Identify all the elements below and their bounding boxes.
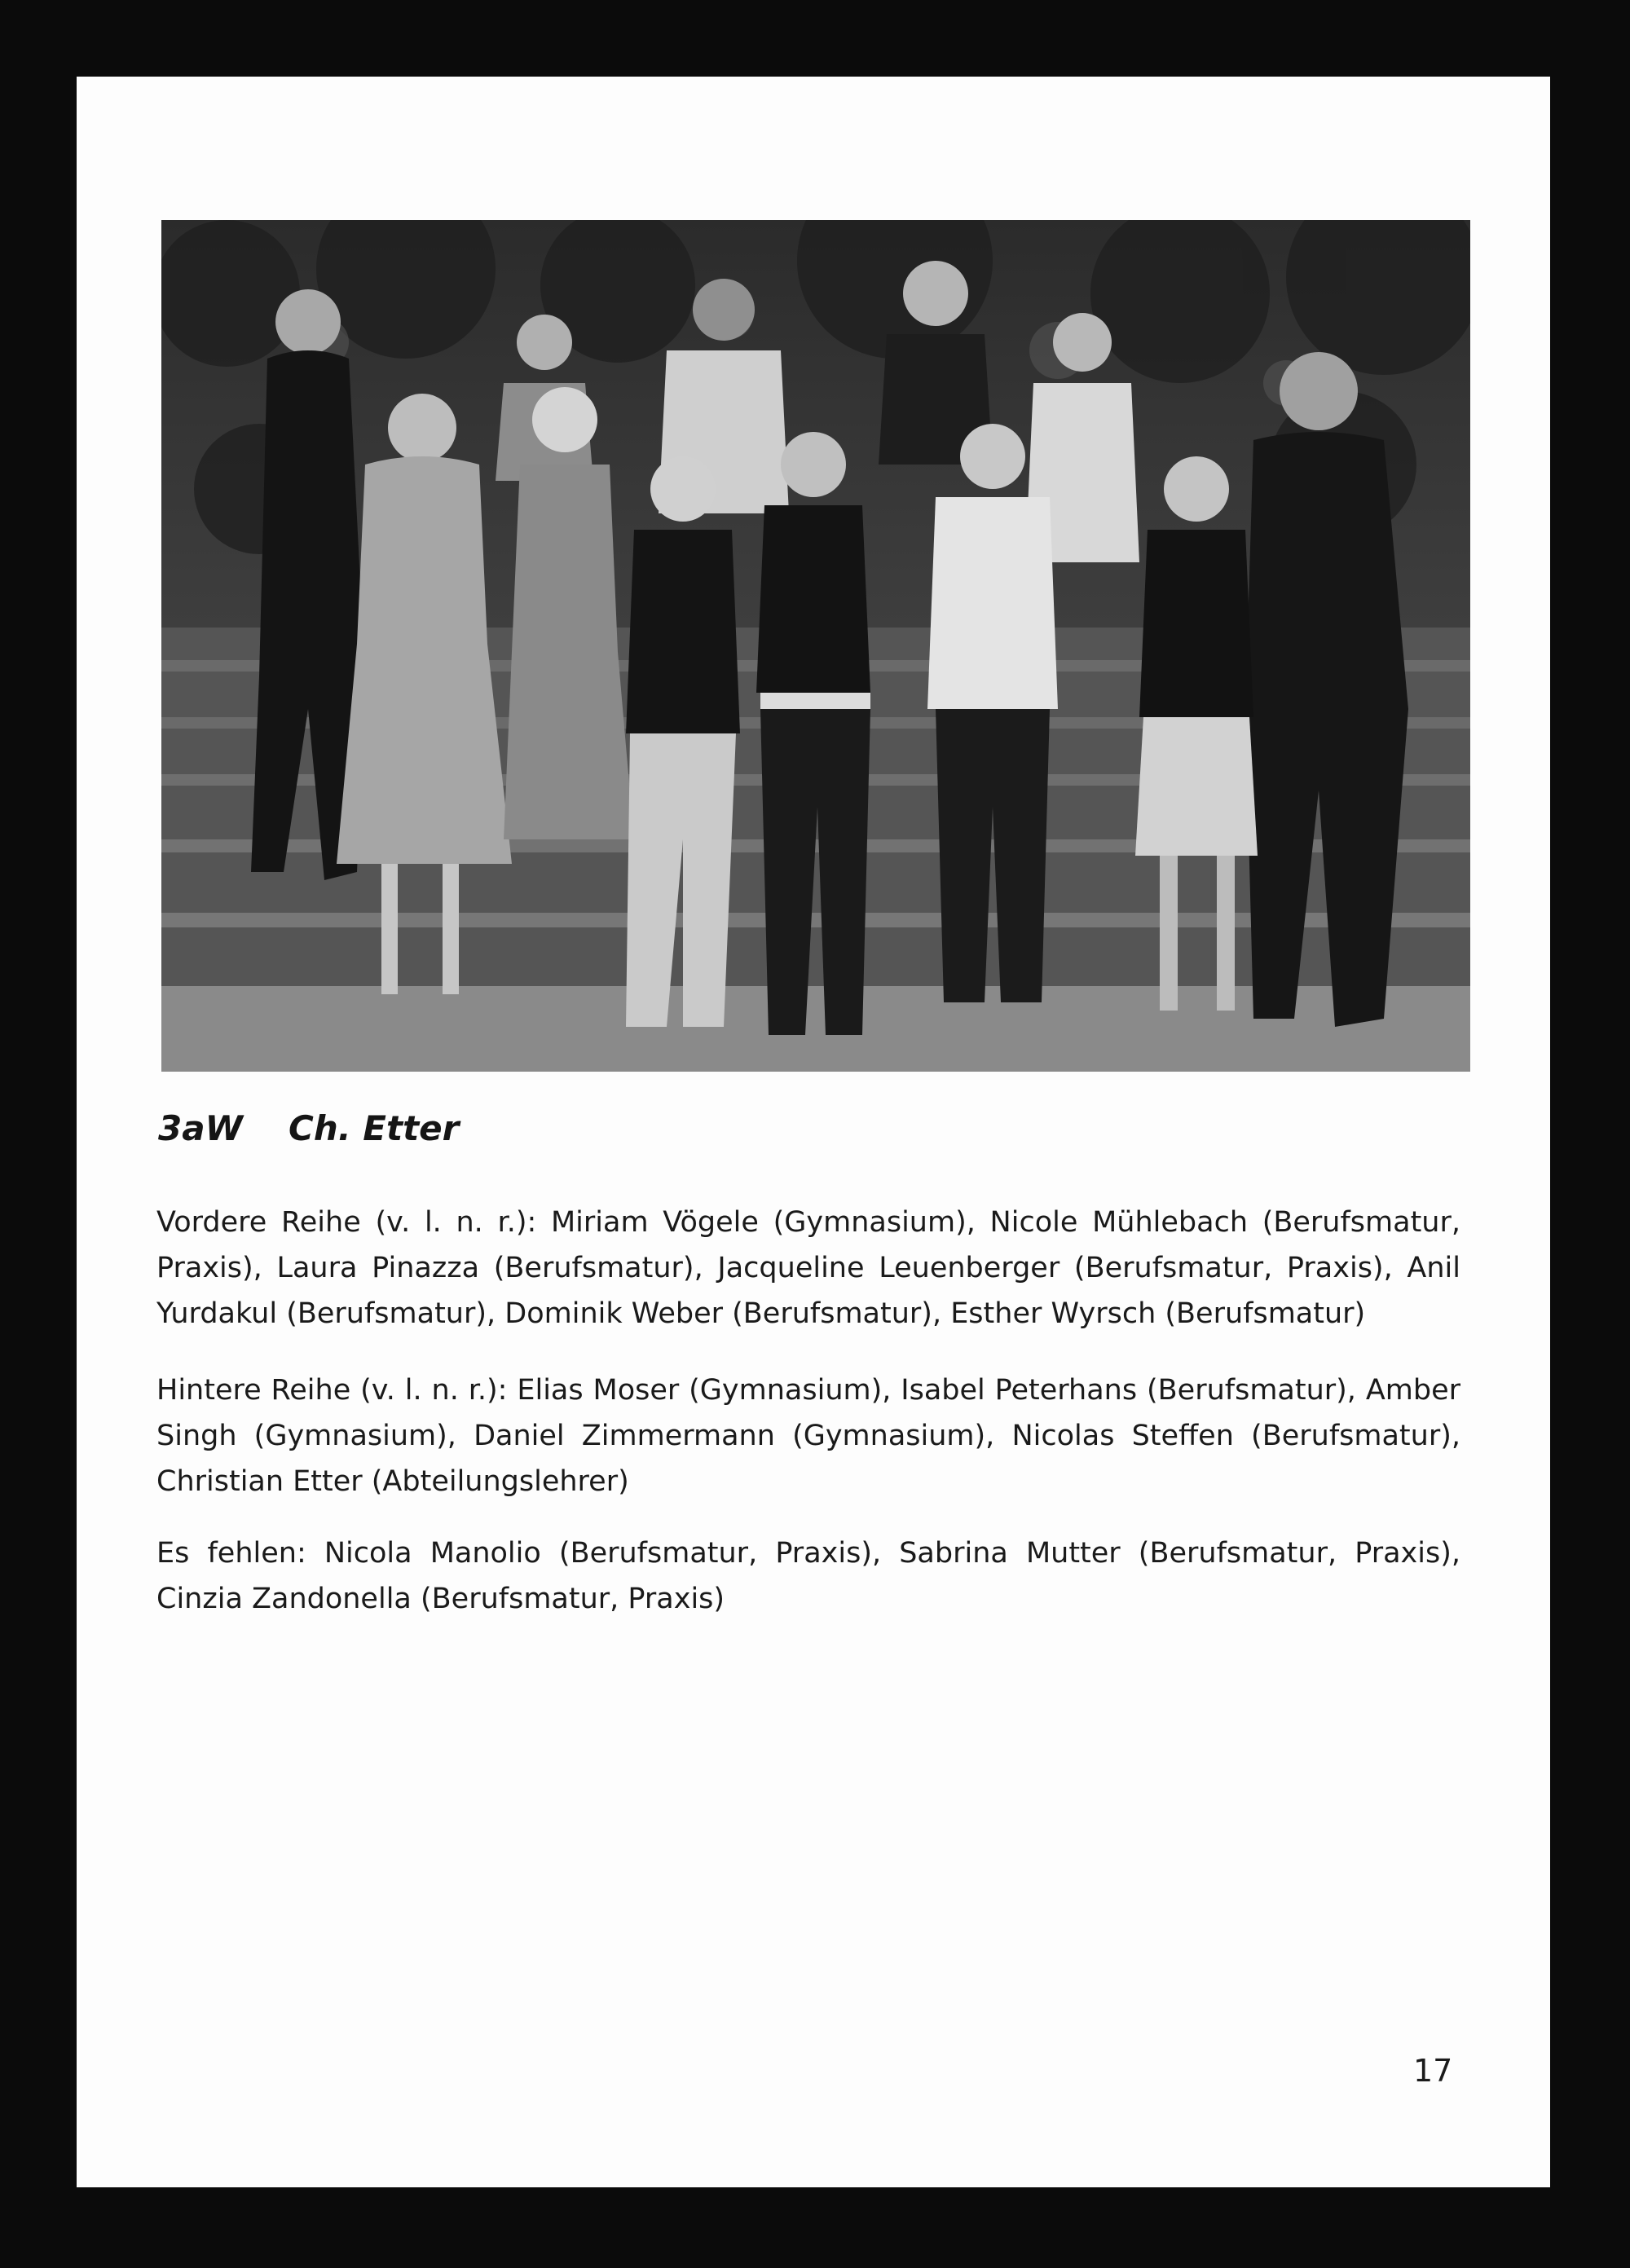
back-row-caption: Hintere Reihe (v. l. n. r.): Elias Moser (Gymnasium), Isabel Peterhans (Berufsmatur), Amber Singh (Gymnasium), Daniel Zimmermann (Gymnasium), Nicolas Steffen (Berufsmatur), Christian Etter (Abteilungslehrer) [156, 1374, 1460, 1498]
teacher-name: Ch. Etter [289, 1108, 460, 1148]
class-group-photo [161, 220, 1470, 1072]
absent-caption: Es fehlen: Nicola Manolio (Berufsmatur, Praxis), Sabrina Mutter (Berufsmatur, Praxis), Cinzia Zandonella (Berufsmatur, Praxis) [156, 1537, 1460, 1615]
class-code: 3aW [158, 1108, 243, 1148]
front-row-caption: Vordere Reihe (v. l. n. r.): Miriam Vögele (Gymnasium), Nicole Mühlebach (Berufsmatur, Praxis), Laura Pinazza (Berufsmatur), Jacqueline Leuenberger (Berufsmatur, Praxis), Anil Yurdakul (Berufsmatur), Dominik Weber (Berufsmatur), Esther Wyrsch (Berufsmatur) [156, 1206, 1460, 1330]
page-number: 17 [1413, 2053, 1453, 2089]
group-photo-illustration [161, 220, 1470, 1072]
document-page [77, 77, 1550, 2187]
class-heading [158, 1108, 459, 1148]
